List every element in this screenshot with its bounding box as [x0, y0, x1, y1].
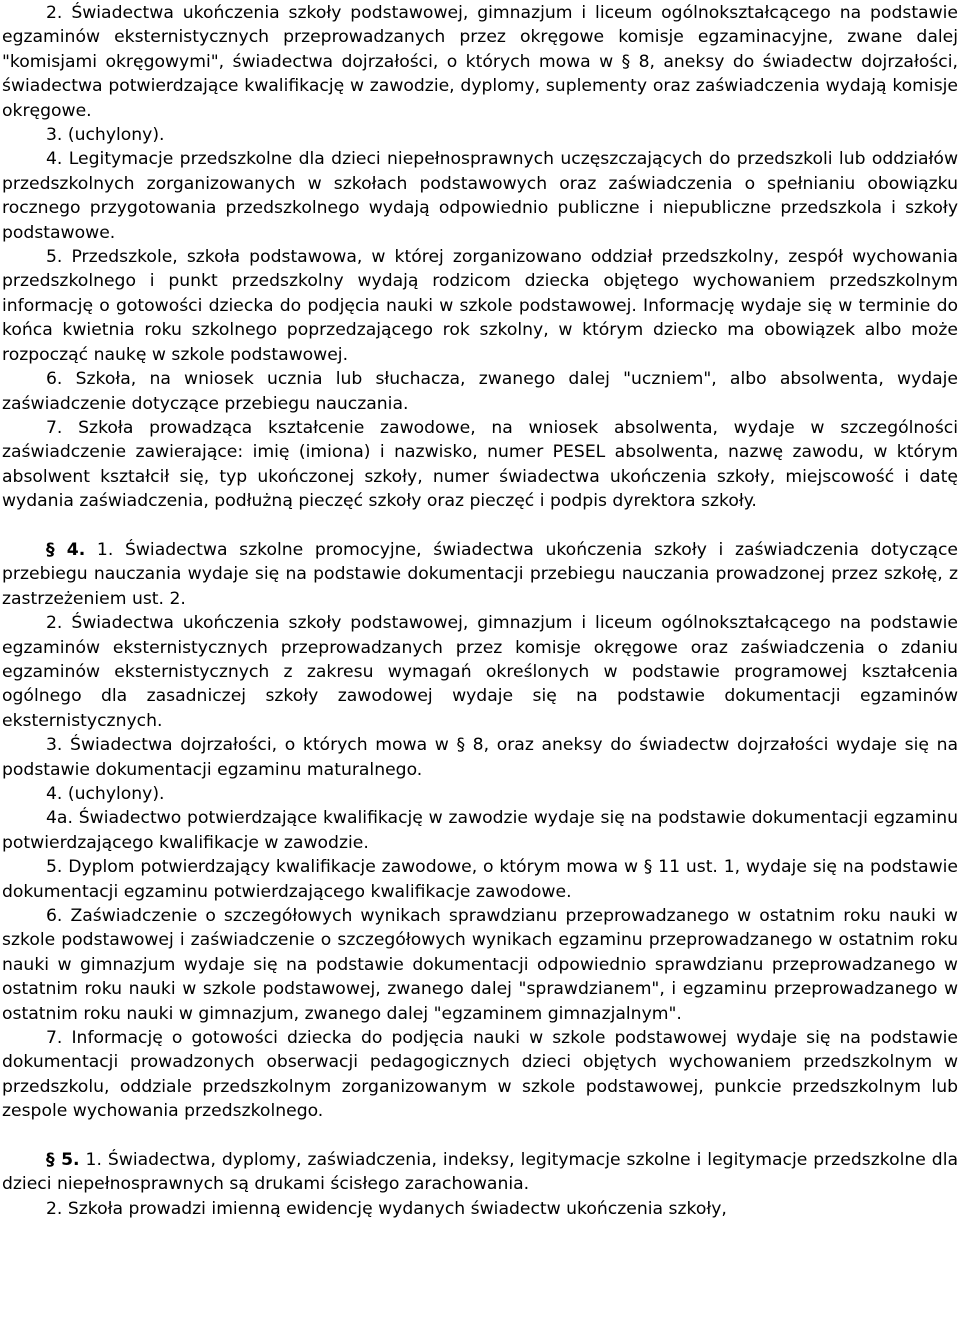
- section-4-paragraph-4: [2, 782, 958, 806]
- section-4-paragraph-4a: [2, 806, 958, 855]
- paragraph-number: 7.: [46, 1028, 63, 1049]
- section-4-paragraph-6: [2, 904, 958, 1026]
- paragraph-text: Zaświadczenie o szczegółowych wynikach sprawdzianu przeprowadzanego w ostatnim roku nauki w szkole podstawowej i zaświadczenie o szczegółowych wynikach egzaminu przeprowadzanego w ostatnim roku nauki w gimnazjum wydaje się na podstawie dokumentacji odpowiednio sprawdzianu przeprowadzanego w ostatnim roku nauki w szkole podstawowej, zwanego dalej "sprawdzianem", i egzaminu przeprowadzanego w ostatnim roku nauki w gimnazjum, zwanego dalej "egzaminem gimnazjalnym".: [2, 906, 958, 1024]
- paragraph-text: Przedszkole, szkoła podstawowa, w której zorganizowano oddział przedszkolny, zespół wychowania przedszkolnego i punkt przedszkolny wydają rodzicom dziecka objętego wychowaniem przedszkolnym informację o gotowości dziecka do podjęcia nauki w szkole podstawowej. Informację wydaje się w terminie do końca kwietnia roku szkolnego poprzedzającego rok szkolny, w którym dziecko ma obowiązek albo może rozpocząć naukę w szkole podstawowej.: [2, 247, 958, 365]
- paragraph-number: 2.: [46, 613, 63, 634]
- paragraph-4: [2, 147, 958, 245]
- paragraph-number: 3.: [46, 125, 63, 146]
- paragraph-number: 6.: [46, 906, 63, 927]
- section-4-paragraph-2: [2, 611, 958, 733]
- paragraph-number: 5.: [46, 857, 63, 878]
- paragraph-5: [2, 245, 958, 367]
- paragraph-text: Świadectwa dojrzałości, o których mowa w § 8, oraz aneksy do świadectw dojrzałości wydaje się na podstawie dokumentacji egzaminu maturalnego.: [2, 735, 958, 780]
- paragraph-text: (uchylony).: [67, 783, 165, 804]
- blank-line: [2, 514, 958, 538]
- section-4-paragraph-7: [2, 1026, 958, 1124]
- paragraph-number: 5.: [46, 247, 63, 268]
- section-5-paragraph-2: [2, 1197, 958, 1221]
- paragraph-number: 3.: [46, 735, 63, 756]
- paragraph-2: [2, 1, 958, 123]
- paragraph-number: 2.: [46, 3, 63, 23]
- paragraph-number: 4a.: [46, 808, 73, 829]
- paragraph-text: Legitymacje przedszkolne dla dzieci niepełnosprawnych uczęszczających do przedszkoli lub oddziałów przedszkolnych zorganizowanych w szkołach podstawowych oraz zaświadczenia o spełnianiu obowiązku rocznego przygotowania przedszkolnego wydają odpowiednio publiczne i niepubliczne przedszkola i szkoły podstawowe.: [2, 149, 958, 243]
- paragraph-7: [2, 416, 958, 514]
- paragraph-text: Świadectwa szkolne promocyjne, świadectwa ukończenia szkoły i zaświadczenia dotyczące przebiegu nauczania wydaje się na podstawie dokumentacji przebiegu nauczania prowadzonej przez szkołę, z zastrzeżeniem ust. 2.: [2, 539, 958, 609]
- paragraph-text: Świadectwo potwierdzające kwalifikację w zawodzie wydaje się na podstawie dokumentacji egzaminu potwierdzającego kwalifikacje w zawodzie.: [2, 808, 958, 853]
- paragraph-text: Świadectwa ukończenia szkoły podstawowej, gimnazjum i liceum ogólnokształcącego na podstawie egzaminów eksternistycznych przeprowadzanych przez okręgowe komisje egzaminacyjne, zwane dalej "komisjami okręgowymi", świadectwa dojrzałości, o których mowa w § 8, aneksy do świadectw dojrzałości, świadectwa potwierdzające kwalifikację w zawodzie, dyplomy, suplementy oraz zaświadczenia wydają komisje okręgowe.: [2, 3, 958, 121]
- paragraph-6: [2, 367, 958, 416]
- blank-line: [2, 1124, 958, 1148]
- section-mark: § 4.: [46, 539, 86, 560]
- paragraph-text: Szkoła prowadzi imienną ewidencję wydanych świadectw ukończenia szkoły,: [67, 1198, 727, 1219]
- paragraph-number: 4.: [46, 783, 63, 804]
- paragraph-text: Dyplom potwierdzający kwalifikacje zawodowe, o którym mowa w § 11 ust. 1, wydaje się na podstawie dokumentacji egzaminu potwierdzającego kwalifikacje zawodowe.: [2, 857, 958, 902]
- paragraph-text: Świadectwa ukończenia szkoły podstawowej, gimnazjum i liceum ogólnokształcącego na podstawie egzaminów eksternistycznych przeprowadzanych przez komisje okręgowe oraz zaświadczenia o zdaniu egzaminów eksternistycznych z zakresu wymagań określonych w podstawie programowej kształcenia ogólnego dla zasadniczej szkoły zawodowej wydaje się na podstawie dokumentacji egzaminów eksternistycznych.: [2, 613, 958, 731]
- paragraph-number: 1.: [85, 1150, 102, 1171]
- section-5-paragraph-1: [2, 1148, 958, 1197]
- paragraph-text: (uchylony).: [67, 125, 165, 146]
- section-4-paragraph-3: [2, 733, 958, 782]
- section-mark: § 5.: [46, 1150, 80, 1171]
- section-4-paragraph-1: [2, 538, 958, 611]
- paragraph-text: Szkoła, na wniosek ucznia lub słuchacza, zwanego dalej "uczniem", albo absolwenta, wydaje zaświadczenie dotyczące przebiegu nauczania.: [2, 369, 958, 414]
- paragraph-text: Informację o gotowości dziecka do podjęcia nauki w szkole podstawowej wydaje się na podstawie dokumentacji prowadzonych obserwacji pedagogicznych dzieci objętych wychowaniem przedszkolnym w przedszkolu, oddziale przedszkolnym zorganizowanym w szkole podstawowej, punkcie przedszkolnym lub zespole wychowania przedszkolnego.: [2, 1028, 959, 1122]
- paragraph-text: Świadectwa, dyplomy, zaświadczenia, indeksy, legitymacje szkolne i legitymacje przedszkolne dla dzieci niepełnosprawnych są drukami ścisłego zarachowania.: [2, 1150, 959, 1195]
- paragraph-number: 2.: [46, 1198, 63, 1219]
- section-4-paragraph-5: [2, 855, 958, 904]
- paragraph-number: 1.: [96, 539, 114, 560]
- paragraph-number: 6.: [46, 369, 63, 390]
- paragraph-3: [2, 123, 958, 147]
- paragraph-number: 7.: [46, 417, 63, 438]
- paragraph-number: 4.: [46, 149, 63, 170]
- paragraph-text: Szkoła prowadząca kształcenie zawodowe, na wniosek absolwenta, wydaje w szczególności zaświadczenie zawierające: imię (imiona) i nazwisko, numer PESEL absolwenta, nazwę zawodu, w którym absolwent kształcił się, typ ukończonej szkoły, numer świadectwa ukończenia szkoły, miejscowość i datę wydania zaświadczenia, podłużną pieczęć szkoły oraz pieczęć i podpis dyrektora szkoły.: [2, 417, 958, 512]
